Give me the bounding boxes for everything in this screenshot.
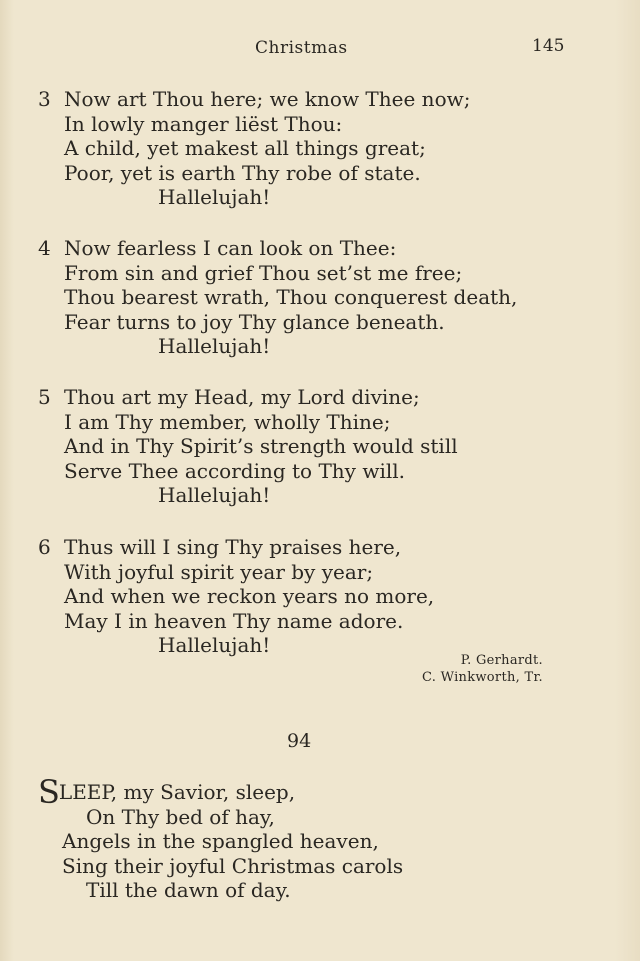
verse-line: With joyful spirit year by year; bbox=[64, 559, 374, 584]
hymn-number: 94 bbox=[287, 730, 312, 752]
stanza-3 bbox=[38, 87, 470, 210]
verse-line: In lowly manger liëst Thou: bbox=[64, 111, 343, 136]
refrain: Hallelujah! bbox=[158, 334, 271, 358]
stanza-number: 3 bbox=[38, 87, 51, 111]
verse-line: Thus will I sing Thy praises here, bbox=[64, 535, 402, 559]
stanza-4 bbox=[38, 236, 517, 359]
verse-line: LEEP, my Savior, sleep, bbox=[58, 780, 296, 804]
verse-line: A child, yet makest all things great; bbox=[64, 136, 426, 160]
hymn-94-verse bbox=[38, 773, 404, 903]
verse-line: Sing their joyful Christmas carols bbox=[62, 853, 404, 878]
verse-line: Fear turns to joy Thy glance beneath. bbox=[64, 309, 445, 334]
verse-line: I am Thy member, wholly Thine; bbox=[64, 409, 391, 434]
refrain: Hallelujah! bbox=[158, 185, 271, 209]
stanza-6 bbox=[38, 535, 434, 658]
verse-line: Thou art my Head, my Lord divine; bbox=[64, 385, 420, 409]
verse-line: And in Thy Spirit’s strength would still bbox=[64, 434, 458, 458]
verse-line: Thou bearest wrath, Thou conquerest death, bbox=[64, 285, 518, 309]
verse-line: May I in heaven Thy name adore. bbox=[64, 608, 404, 633]
verse-line: Angels in the spangled heaven, bbox=[62, 829, 379, 853]
running-header-title: Christmas bbox=[255, 38, 348, 58]
verse-line: Poor, yet is earth Thy robe of state. bbox=[64, 160, 421, 185]
verse-line: On Thy bed of hay, bbox=[86, 804, 275, 829]
author-credit: P. Gerhardt. bbox=[460, 653, 543, 668]
translator-credit: C. Winkworth, Tr. bbox=[421, 670, 543, 685]
verse-line: And when we reckon years no more, bbox=[64, 584, 435, 608]
verse-line: Now fearless I can look on Thee: bbox=[64, 236, 397, 260]
verse-line: Till the dawn of day. bbox=[86, 878, 291, 902]
verse-line: From sin and grief Thou set’st me free; bbox=[64, 260, 463, 285]
drop-cap: S bbox=[38, 773, 60, 811]
refrain: Hallelujah! bbox=[158, 633, 271, 657]
stanza-number: 5 bbox=[38, 385, 51, 409]
page-number: 145 bbox=[532, 36, 565, 56]
stanza-number: 6 bbox=[38, 535, 51, 559]
verse-line: Serve Thee according to Thy will. bbox=[64, 458, 405, 483]
hymn-credits bbox=[380, 652, 543, 686]
stanza-5 bbox=[38, 385, 458, 508]
verse-line: Now art Thou here; we know Thee now; bbox=[64, 87, 471, 111]
stanza-number: 4 bbox=[38, 236, 51, 260]
refrain: Hallelujah! bbox=[158, 483, 271, 507]
